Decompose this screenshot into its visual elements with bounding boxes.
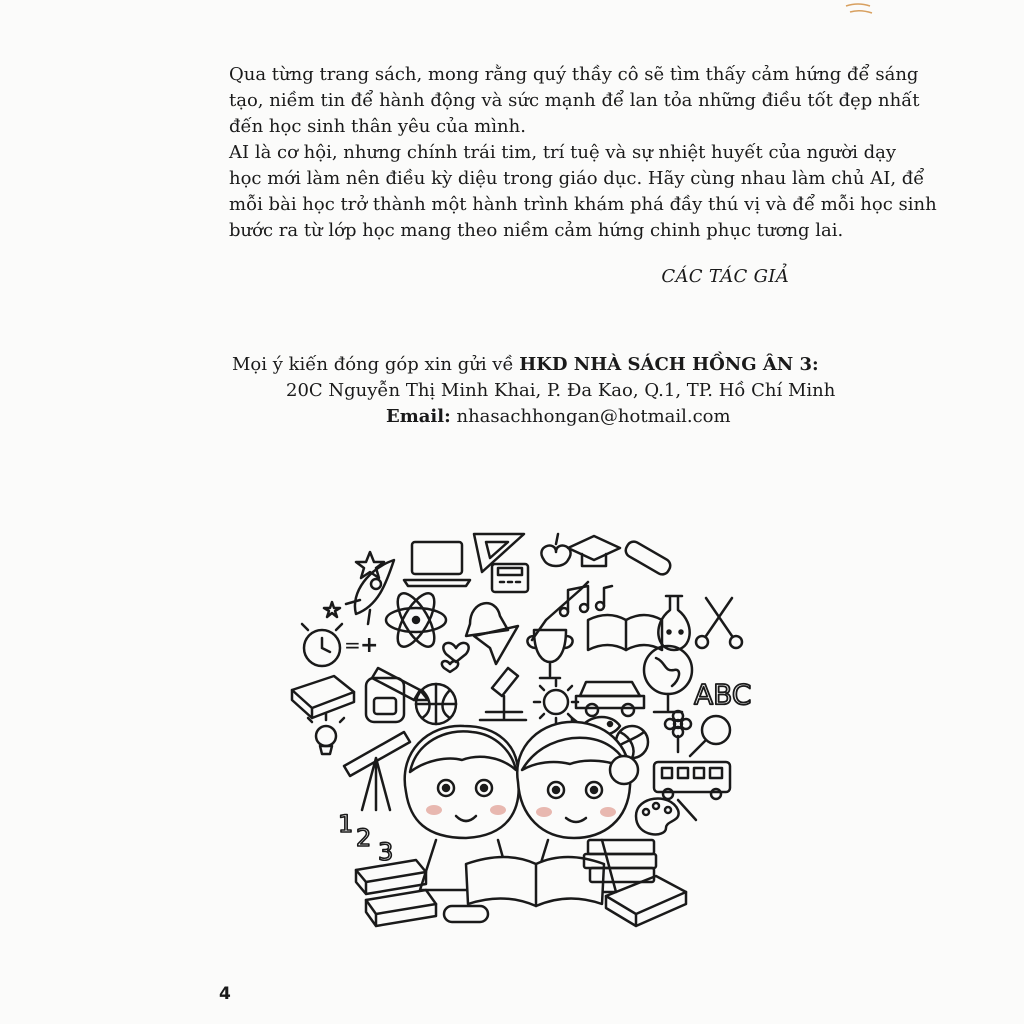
apple-icon xyxy=(541,534,570,566)
paper-plane-icon xyxy=(474,626,518,664)
contact-address: 20C Nguyễn Thị Minh Khai, P. Đa Kao, Q.1, TP. Hồ Chí Minh xyxy=(286,380,836,401)
p2-line-1: AI là cơ hội, nhưng chính trái tim, trí tuệ và sự nhiệt huyết của người dạy xyxy=(229,142,897,163)
set-square-icon xyxy=(474,534,524,572)
p2-line-4: bước ra từ lớp học mang theo niềm cảm hứng chinh phục tương lai. xyxy=(229,220,844,241)
contact-line-1 xyxy=(232,352,819,378)
p2-line-3: mỗi bài học trở thành một hành trình khám phá đầy thú vị và để mỗi học sinh xyxy=(229,194,937,215)
publisher-name: HKD NHÀ SÁCH HỒNG ÂN 3: xyxy=(519,354,819,375)
paint-palette-icon xyxy=(636,799,696,835)
microscope-icon xyxy=(480,668,526,720)
school-bus-icon xyxy=(654,762,730,799)
globe-icon xyxy=(644,646,692,712)
diploma-icon xyxy=(623,539,673,577)
paragraph-1 xyxy=(229,62,920,140)
flower-icon xyxy=(665,711,691,752)
page-number: 4 xyxy=(219,984,231,1004)
contact-intro: Mọi ý kiến đóng góp xin gửi về xyxy=(232,354,520,375)
email-address: nhasachhongan@hotmail.com xyxy=(450,406,731,427)
open-book-icon xyxy=(588,615,662,650)
trophy-icon xyxy=(527,630,572,678)
notebook-icon xyxy=(292,676,354,718)
heart-icon xyxy=(443,643,468,662)
pencil-icon xyxy=(372,668,428,700)
number-2: 2 xyxy=(356,824,372,852)
music-notes-icon xyxy=(560,586,612,616)
pencil-case-icon xyxy=(444,906,488,922)
kids-reading-illustration xyxy=(286,520,776,940)
graduation-cap-icon xyxy=(568,536,620,566)
paragraph-2 xyxy=(229,140,937,244)
alarm-clock-icon xyxy=(302,624,342,666)
signature-authors: CÁC TÁC GIẢ xyxy=(661,266,789,287)
abc-letters: ABC xyxy=(694,678,752,711)
basketball-icon xyxy=(416,684,456,724)
plus-symbol: + xyxy=(360,633,379,658)
book-stack-left xyxy=(356,860,436,926)
bell-icon xyxy=(466,603,508,636)
scissors-icon xyxy=(696,598,742,648)
lightbulb-icon xyxy=(308,714,344,754)
p1-line-1: Qua từng trang sách, mong rằng quý thầy cô sẽ tìm thấy cảm hứng để sáng xyxy=(229,64,919,85)
laptop-icon xyxy=(404,542,470,586)
number-3: 3 xyxy=(378,838,394,866)
p1-line-2: tạo, niềm tin để hành động và sức mạnh để lan tỏa những điều tốt đẹp nhất xyxy=(229,90,920,111)
number-1: 1 xyxy=(338,810,354,838)
atom-icon xyxy=(386,588,446,652)
p2-line-2: học mới làm nên điều kỳ diệu trong giáo dục. Hãy cùng nhau làm chủ AI, để xyxy=(229,168,925,189)
magnifier-icon xyxy=(690,716,730,756)
contact-email-line xyxy=(386,404,731,430)
book-stack-right xyxy=(584,840,686,926)
toy-car-icon xyxy=(576,682,644,716)
email-label: Email: xyxy=(386,406,451,427)
equals-symbol: = xyxy=(344,633,361,657)
rocket-icon xyxy=(346,560,394,624)
p1-line-3: đến học sinh thân yêu của mình. xyxy=(229,116,526,137)
small-star-icon xyxy=(324,602,340,617)
calculator-icon xyxy=(492,564,528,592)
pen-mark xyxy=(840,0,880,20)
telescope-icon xyxy=(344,732,410,810)
